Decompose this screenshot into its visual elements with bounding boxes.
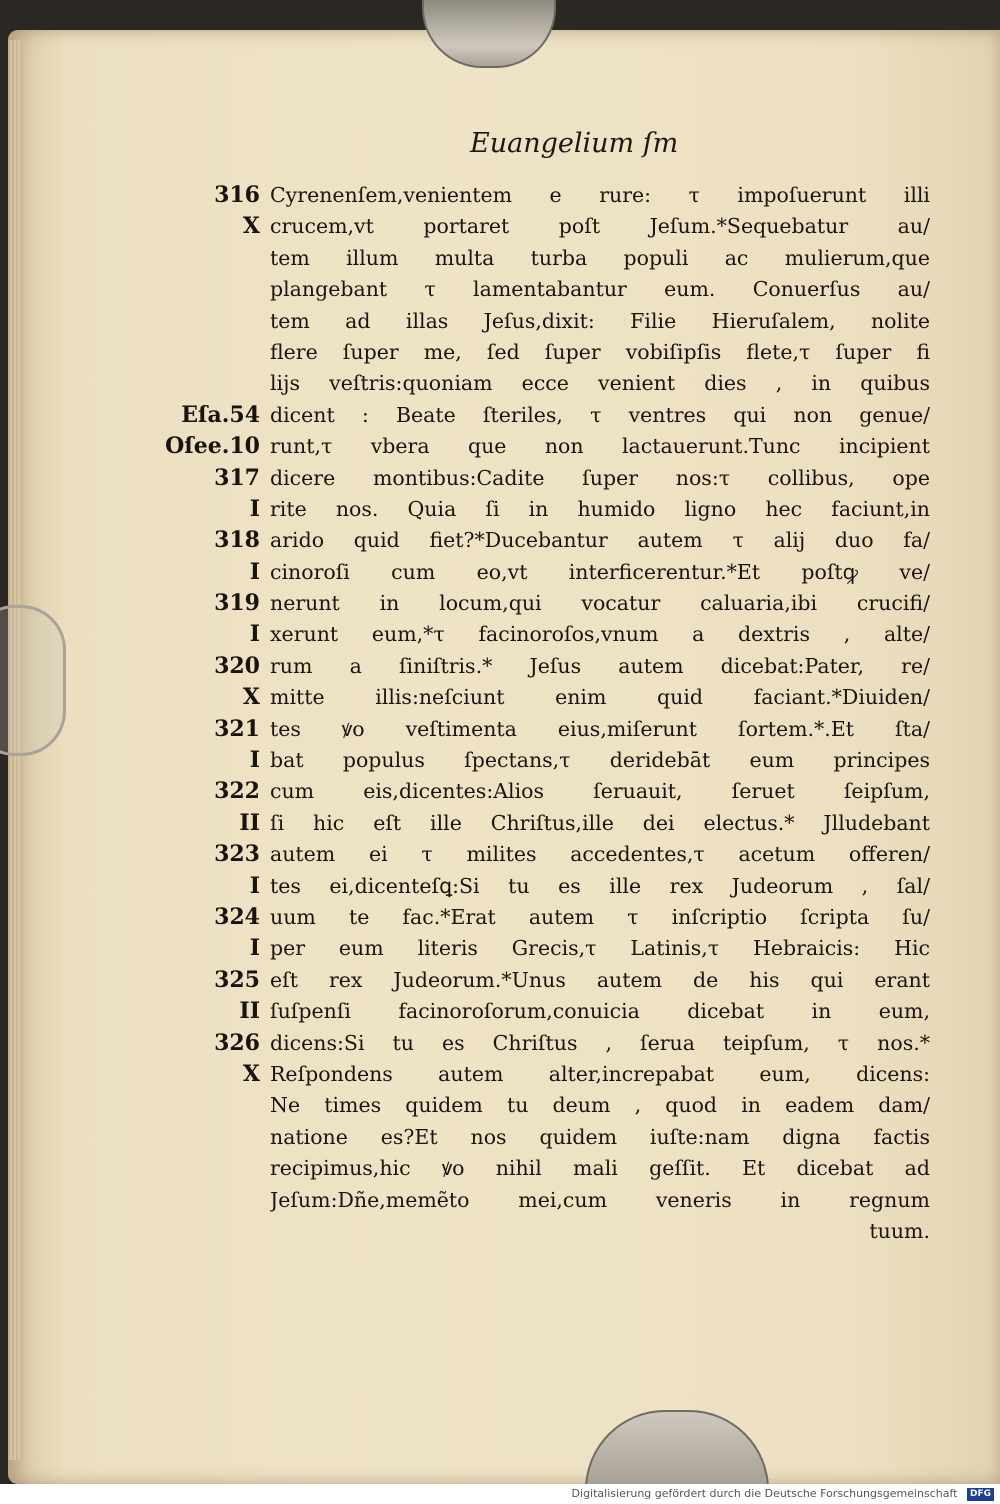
text-row	[150, 243, 940, 274]
margin-note: I	[249, 747, 260, 774]
text-row	[150, 588, 940, 619]
text-line: bat populus ſpectans,τ deridebāt eum principes	[270, 748, 930, 773]
text-row	[150, 494, 940, 525]
text-row	[150, 463, 940, 494]
text-line: nerunt in locum,qui vocatur caluaria,ibi crucifi/	[270, 591, 930, 616]
margin-note: 320	[214, 652, 260, 679]
text-row	[150, 525, 940, 556]
text-line: rum a ſiniſtris.* Jeſus autem dicebat:Pater, re/	[270, 653, 930, 678]
margin-note: 326	[214, 1029, 260, 1056]
margin-note: I	[249, 495, 260, 522]
text-line: dicere montibus:Cadite ſuper nos:τ collibus, ope	[270, 465, 930, 490]
text-line: Jeſum:Dñe,memẽto mei,cum veneris in regnum	[270, 1187, 930, 1212]
margin-note: Oſee.10	[165, 433, 260, 460]
text-row	[150, 306, 940, 337]
text-row	[150, 996, 940, 1027]
text-line: tes ei,dicenteſꝗ:Si tu es ille rex Judeorum , ſal/	[270, 873, 930, 898]
text-row	[150, 180, 940, 211]
text-row	[150, 871, 940, 902]
text-line: Reſpondens autem alter,increpabat eum, dicens:	[270, 1061, 930, 1086]
text-line: uum te fac.*Erat autem τ inſcriptio ſcripta ſu/	[270, 904, 930, 929]
margin-note: X	[242, 213, 260, 240]
text-line: ſi hic eſt ille Chriſtus,ille dei electus.* Jlludebant	[270, 810, 930, 835]
text-row	[150, 902, 940, 933]
text-row	[150, 745, 940, 776]
text-line: Cyrenenſem,venientem e rure: τ impoſuerunt illi	[270, 183, 930, 207]
running-head: Euangelium ſm	[470, 128, 679, 159]
text-line: cum eis,dicentes:Alios ſeruauit, ſeruet ſeipſum,	[270, 779, 930, 804]
margin-note: 321	[214, 715, 260, 742]
text-line: tuum.	[869, 1218, 930, 1243]
margin-note: II	[239, 998, 260, 1025]
text-line: recipimus,hic ꝟo nihil mali geſſit. Et dicebat ad	[270, 1156, 930, 1181]
text-line: plangebant τ lamentabantur eum. Conuerſus au/	[270, 277, 930, 302]
text-row	[150, 1090, 940, 1121]
text-row	[150, 368, 940, 399]
text-line: crucem,vt portaret poſt Jeſum.*Sequebatur au/	[270, 214, 930, 239]
margin-note: I	[249, 621, 260, 648]
text-block	[150, 180, 940, 1247]
margin-note: Eſa.54	[181, 401, 260, 428]
text-row	[150, 776, 940, 807]
margin-note: 324	[214, 903, 260, 930]
margin-note: I	[249, 558, 260, 585]
text-line: mitte illis:neſciunt enim quid faciant.*Diuiden/	[270, 685, 930, 710]
text-row	[150, 557, 940, 588]
text-row	[150, 839, 940, 870]
text-row	[150, 619, 940, 650]
text-line: dicent : Beate ſteriles, τ ventres qui non genue/	[270, 402, 930, 427]
text-row	[150, 1153, 940, 1184]
text-row	[150, 1216, 940, 1247]
margin-note: 323	[214, 841, 260, 868]
text-line: autem ei τ milites accedentes,τ acetum offeren/	[270, 842, 930, 867]
text-row	[150, 337, 940, 368]
text-line: arido quid fiet?*Ducebantur autem τ alij duo fa/	[270, 528, 930, 553]
text-row	[150, 714, 940, 745]
text-line: tem ad illas Jeſus,dixit: Filie Hieruſalem, nolite	[270, 308, 930, 333]
margin-note: 316	[214, 182, 260, 208]
text-line: natione es?Et nos quidem iuſte:nam digna factis	[270, 1124, 930, 1149]
text-line: per eum literis Grecis,τ Latinis,τ Hebraicis: Hic	[270, 936, 930, 961]
text-row	[150, 1122, 940, 1153]
text-line: flere ſuper me, ſed ſuper vobiſipſis flete,τ ſuper fi	[270, 339, 930, 364]
text-line: tes ꝟo veſtimenta eius,miſerunt ſortem.*.Et ſta/	[270, 716, 930, 741]
margin-note: 319	[214, 590, 260, 617]
text-line: cinoroſi cum eo,vt interficerentur.*Et poſtꝙ ve/	[270, 559, 930, 584]
text-row	[150, 431, 940, 462]
margin-note: 317	[214, 464, 260, 491]
footer	[0, 1484, 1000, 1504]
text-row	[150, 1185, 940, 1216]
margin-note: X	[242, 684, 260, 711]
text-line: ſuſpenſi facinoroſorum,conuicia dicebat in eum,	[270, 999, 930, 1024]
margin-note: II	[239, 809, 260, 836]
margin-note: X	[242, 1060, 260, 1087]
text-row	[150, 1059, 940, 1090]
text-line: lijs veſtris:quoniam ecce venient dies , in quibus	[270, 371, 930, 396]
text-row	[150, 682, 940, 713]
text-line: dicens:Si tu es Chriſtus , ſerua teipſum, τ nos.*	[270, 1030, 930, 1055]
margin-note: 318	[214, 527, 260, 554]
margin-note: I	[249, 872, 260, 899]
text-line: xerunt eum,*τ facinoroſos,vnum a dextris , alte/	[270, 622, 930, 647]
text-line: Ne times quidem tu deum , quod in eadem dam/	[270, 1093, 930, 1118]
text-line: eſt rex Judeorum.*Unus autem de his qui erant	[270, 967, 930, 992]
text-row	[150, 808, 940, 839]
left-glass-clip	[0, 605, 66, 756]
margin-note: I	[249, 935, 260, 962]
text-line: tem illum multa turba populi ac mulierum,que	[270, 245, 930, 270]
text-row	[150, 211, 940, 242]
text-row	[150, 1028, 940, 1059]
dfg-logo: DFG	[967, 1488, 994, 1501]
text-row	[150, 274, 940, 305]
margin-note: 325	[214, 966, 260, 993]
text-row	[150, 965, 940, 996]
text-row	[150, 933, 940, 964]
funding-note: Digitalisierung gefördert durch die Deutsche Forschungsgemeinschaft	[571, 1487, 958, 1500]
margin-note: 322	[214, 778, 260, 805]
text-line: rite nos. Quia ſi in humido ligno hec faciunt,in	[270, 496, 930, 521]
text-row	[150, 400, 940, 431]
text-row	[150, 651, 940, 682]
text-line: runt,τ vbera que non lactauerunt.Tunc incipient	[270, 434, 930, 459]
